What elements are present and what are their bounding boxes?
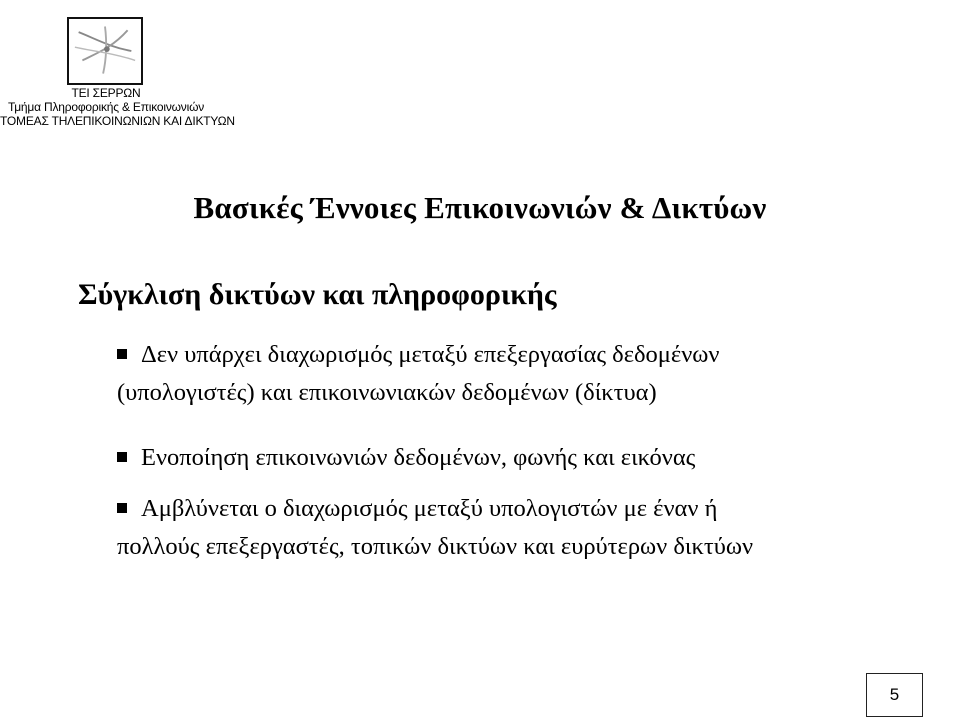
bullet-line xyxy=(117,490,753,528)
bullet-line xyxy=(117,336,719,374)
slide-subtitle: Σύγκλιση δικτύων και πληροφορικής xyxy=(78,278,557,311)
sector-name: ΤΟΜΕΑΣ ΤΗΛΕΠΙΚΟΙΝΩΝΙΩΝ ΚΑΙ ΔΙΚΤΥΩΝ xyxy=(0,114,235,128)
bullet-continuation-line: πολλούς επεξεργαστές, τοπικών δικτύων και ευρύτερων δικτύων xyxy=(117,533,754,560)
square-bullet-icon xyxy=(117,349,127,359)
institution-name: ΤΕΙ ΣΕΡΡΩΝ xyxy=(71,86,141,100)
bullet-item xyxy=(117,336,719,412)
bullet-line xyxy=(117,439,695,477)
institution-logo-icon xyxy=(67,17,143,85)
square-bullet-icon xyxy=(117,503,127,513)
page-number: 5 xyxy=(866,673,923,717)
bullet-text: Ενοποίηση επικοινωνιών δεδομένων, φωνής και εικόνας xyxy=(141,444,696,471)
bullet-text: Δεν υπάρχει διαχωρισμός μεταξύ επεξεργασίας δεδομένων xyxy=(141,341,720,368)
slide-title: Βασικές Έννοιες Επικοινωνιών & Δικτύων xyxy=(193,190,767,225)
bullet-text: Αμβλύνεται ο διαχωρισμός μεταξύ υπολογιστών με έναν ή xyxy=(141,495,718,522)
bullet-continuation-line: (υπολογιστές) και επικοινωνιακών δεδομένων (δίκτυα) xyxy=(117,379,657,406)
department-name: Τμήμα Πληροφορικής & Επικοινωνιών xyxy=(7,100,205,114)
bullet-item xyxy=(117,439,695,477)
institution-header xyxy=(0,86,235,128)
bullet-item xyxy=(117,490,753,566)
square-bullet-icon xyxy=(117,452,127,462)
